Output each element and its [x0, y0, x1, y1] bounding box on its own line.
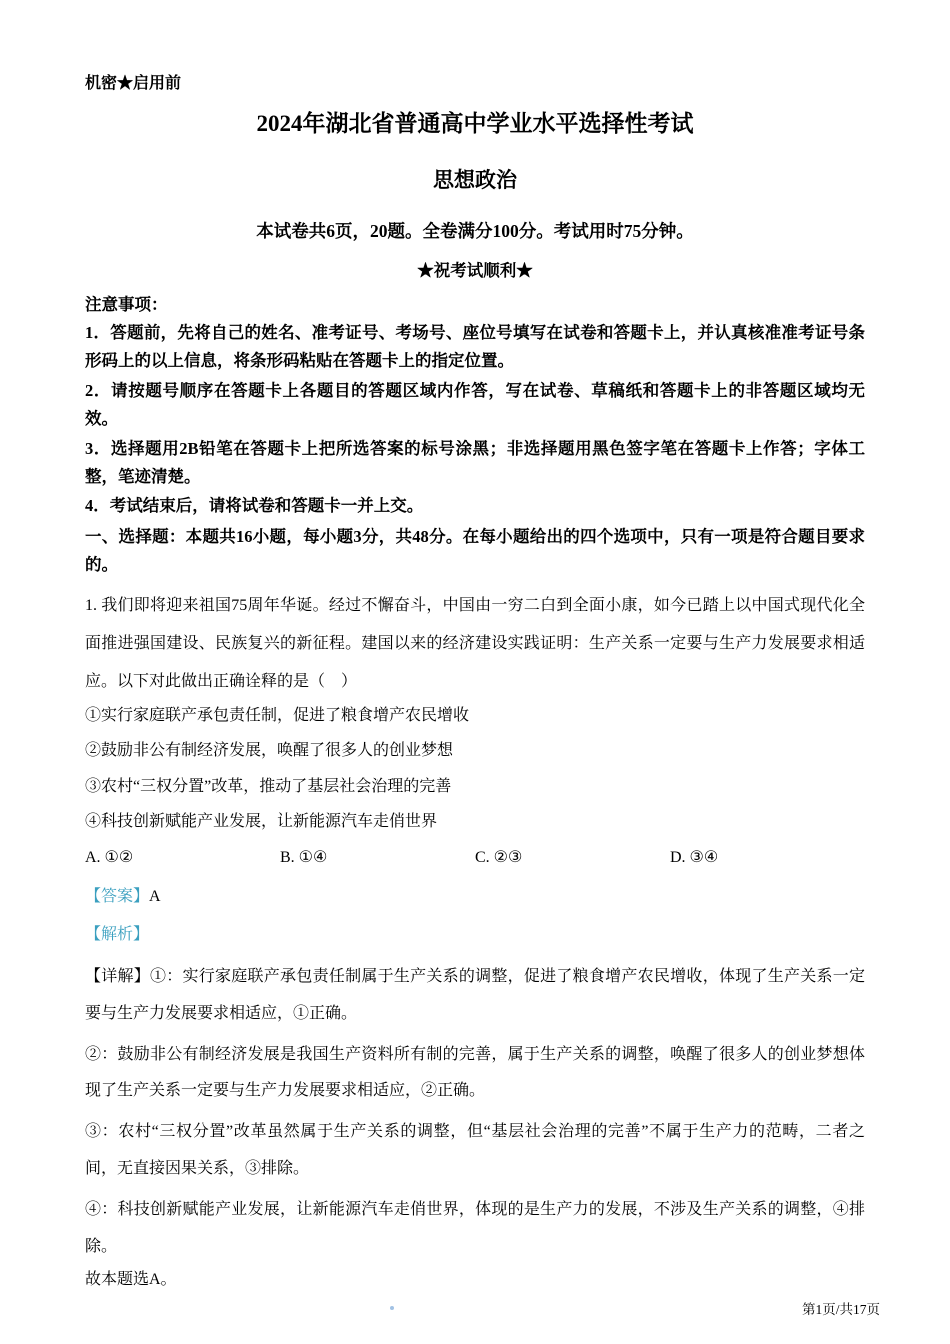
- detail-paragraph-3: ③：农村“三权分置”改革虽然属于生产关系的调整，但“基层社会治理的完善”不属于生产力的范畴，二者之间，无直接因果关系，③排除。: [85, 1123, 865, 1177]
- question-statement-1: ①实行家庭联产承包责任制，促进了粮食增产农民增收: [85, 707, 470, 725]
- detail-paragraph-1: 【详解】①：实行家庭联产承包责任制属于生产关系的调整，促进了粮食增产农民增收，体现了生产关系一定要与生产力发展要求相适应，①正确。: [85, 967, 865, 1022]
- detail-paragraph-4: ④：科技创新赋能产业发展，让新能源汽车走俏世界，体现的是生产力的发展，不涉及生产关系的调整，④排除。: [85, 1200, 865, 1255]
- classified-banner: 机密★启用前: [85, 75, 182, 92]
- question-stem: 1. 我们即将迎来祖国75周年华诞。经过不懈奋斗，中国由一穷二白到全面小康，如今已踏上以中国式现代化全面推进强国建设、民族复兴的新征程。建国以来的经济建设实践证明：生产关系一定要与生产力发展要求相适应。以下对此做出正确诠释的是（ ）: [85, 597, 865, 690]
- answer-label: 【答案】: [85, 887, 150, 905]
- option-d: D. ③④: [670, 848, 719, 866]
- detail-paragraph-2: ②：鼓励非公有制经济发展是我国生产资料所有制的完善，属于生产关系的调整，唤醒了很多人的创业梦想体现了生产关系一定要与生产力发展要求相适应，②正确。: [85, 1045, 865, 1100]
- note-item-3: 3．选择题用2B铅笔在答题卡上把所选答案的标号涂黑；非选择题用黑色签字笔在答题卡上作答；字体工整，笔迹清楚。: [85, 438, 865, 486]
- notes-title: 注意事项：: [85, 295, 168, 314]
- exam-subject: 思想政治: [433, 168, 517, 192]
- option-b: B. ①④: [280, 848, 328, 866]
- detail-conclusion: 故本题选A。: [85, 1271, 177, 1289]
- page-number-indicator: 第1页/共17页: [801, 1302, 880, 1317]
- analysis-line: [85, 921, 865, 944]
- answer-line: [85, 883, 865, 906]
- section-title: 一、选择题：本题共16小题，每小题3分，共48分。在每小题给出的四个选项中，只有一项是符合题目要求的。: [85, 526, 865, 575]
- stray-mark-dot: [390, 1306, 394, 1310]
- exam-wish-line: ★祝考试顺利★: [417, 261, 533, 280]
- analysis-label: 【解析】: [85, 925, 150, 943]
- exam-title: 2024年湖北省普通高中学业水平选择性考试: [256, 111, 694, 136]
- question-statement-3: ③农村“三权分置”改革，推动了基层社会治理的完善: [85, 777, 452, 795]
- note-item-2: 2．请按题号顺序在答题卡上各题目的答题区域内作答，写在试卷、草稿纸和答题卡上的非答题区域均无效。: [85, 380, 865, 429]
- option-a: A. ①②: [85, 848, 134, 866]
- question-statement-4: ④科技创新赋能产业发展，让新能源汽车走俏世界: [85, 812, 438, 830]
- note-item-1: 1．答题前，先将自己的姓名、准考证号、考场号、座位号填写在试卷和答题卡上，并认真核准准考证号条形码上的以上信息，将条形码粘贴在答题卡上的指定位置。: [85, 323, 865, 371]
- exam-info-line: 本试卷共6页，20题。全卷满分100分。考试用时75分钟。: [256, 221, 694, 241]
- answer-value: A: [149, 887, 161, 905]
- options-row: [85, 847, 865, 867]
- note-item-4: 4．考试结束后，请将试卷和答题卡一并上交。: [85, 496, 424, 516]
- option-c: C. ②③: [475, 848, 523, 866]
- question-statement-2: ②鼓励非公有制经济发展，唤醒了很多人的创业梦想: [85, 742, 454, 760]
